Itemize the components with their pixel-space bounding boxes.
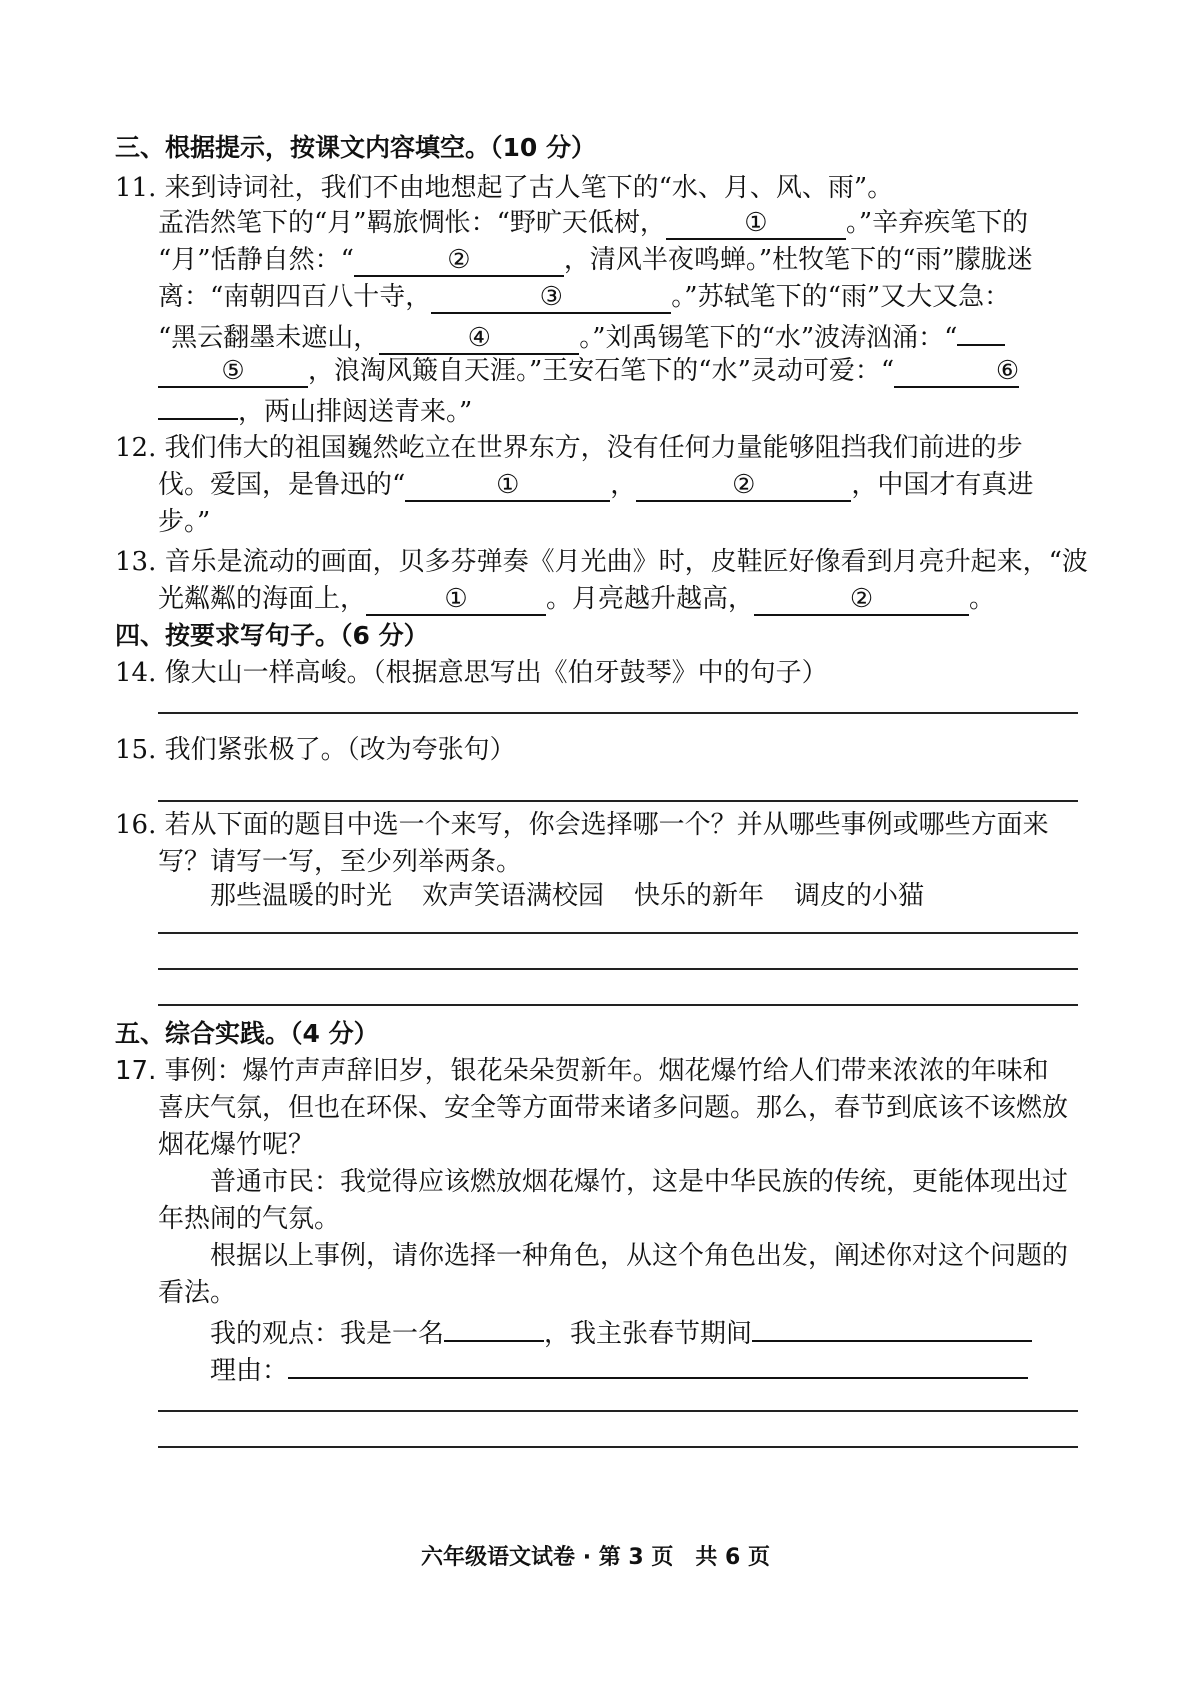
q13-blank-2[interactable]: ②	[754, 584, 969, 616]
q15-line-1: 15. 我们紧张极了。（改为夸张句）	[115, 735, 516, 765]
q16-answer-line-1[interactable]	[158, 932, 1078, 934]
q11-blank-6[interactable]: ⑥	[894, 356, 1019, 388]
q11-line-4: 离：“南朝四百八十寺， ③ 。”苏轼笔下的“雨”又大又急：	[158, 282, 1011, 312]
q17-line-1: 17. 事例：爆竹声声辞旧岁，银花朵朵贺新年。烟花爆竹给人们带来浓浓的年味和	[115, 1056, 1049, 1086]
q11-blank-6-end[interactable]	[158, 388, 238, 420]
q12-line-2: 伐。爱国，是鲁迅的“ ① ， ② ，中国才有真进	[158, 470, 1034, 500]
q17-role-blank[interactable]	[444, 1310, 544, 1342]
topic-2: 欢声笑语满校园	[422, 881, 605, 911]
q11-blank-2[interactable]: ②	[354, 245, 564, 277]
q11-blank-4[interactable]: ④	[379, 323, 579, 355]
section-5-title: 五、综合实践。（4 分）	[115, 1019, 379, 1048]
topic-3: 快乐的新年	[634, 881, 765, 911]
q11-line-2: 孟浩然笔下的“月”羁旅惆怅：“野旷天低树， ① 。”辛弃疾笔下的	[158, 208, 1029, 238]
q11-blank-5[interactable]: ⑤	[158, 356, 308, 388]
q17-opinion-blank[interactable]	[752, 1310, 1032, 1342]
page-footer: 六年级语文试卷 · 第 3 页 共 6 页	[421, 1545, 770, 1570]
q14-answer-line[interactable]	[158, 712, 1078, 714]
q11-blank-1[interactable]: ①	[666, 208, 846, 240]
q16-line-1: 16. 若从下面的题目中选一个来写，你会选择哪一个？并从哪些事例或哪些方面来	[115, 810, 1049, 840]
q11-line-7: ，两山排闼送青来。”	[158, 388, 472, 428]
q12-blank-2[interactable]: ②	[636, 470, 851, 502]
q11-line-5: “黑云翻墨未遮山， ④ 。”刘禹锡笔下的“水”波涛汹涌：“	[158, 314, 1005, 354]
q17-line-4: 普通市民：我觉得应该燃放烟花爆竹，这是中华民族的传统，更能体现出过	[210, 1167, 1069, 1197]
topic-1: 那些温暖的时光	[210, 881, 393, 911]
q16-answer-line-3[interactable]	[158, 1004, 1078, 1006]
q16-topics	[210, 876, 924, 916]
q11-blank-3[interactable]: ③	[431, 282, 671, 314]
q17-reason-blank[interactable]	[288, 1347, 1028, 1379]
q11-blank-5-start[interactable]	[957, 314, 1005, 346]
topic-4: 调皮的小猫	[794, 881, 925, 911]
q13-line-2: 光粼粼的海面上， ① 。月亮越升越高， ② 。	[158, 584, 996, 614]
q12-line-1: 12. 我们伟大的祖国巍然屹立在世界东方，没有任何力量能够阻挡我们前进的步	[115, 433, 1023, 463]
q17-line-2: 喜庆气氛，但也在环保、安全等方面带来诸多问题。那么，春节到底该不该燃放	[158, 1093, 1069, 1123]
q17-line-8: 我的观点：我是一名 ，我主张春节期间	[210, 1310, 1032, 1350]
q13-blank-1[interactable]: ①	[366, 584, 546, 616]
q15-answer-line[interactable]	[158, 800, 1078, 802]
q14-line-1: 14. 像大山一样高峻。（根据意思写出《伯牙鼓琴》中的句子）	[115, 658, 828, 688]
q17-line-9: 理由：	[210, 1347, 1028, 1387]
q16-line-2: 写？请写一写，至少列举两条。	[158, 847, 523, 877]
q17-answer-line-1[interactable]	[158, 1410, 1078, 1412]
q12-line-3: 步。”	[158, 507, 211, 537]
q12-blank-1[interactable]: ①	[405, 470, 610, 502]
q17-line-7: 看法。	[158, 1278, 237, 1308]
q17-line-6: 根据以上事例，请你选择一种角色，从这个角色出发，阐述你对这个问题的	[210, 1241, 1069, 1271]
q13-line-1: 13. 音乐是流动的画面，贝多芬弹奏《月光曲》时，皮鞋匠好像看到月亮升起来，“波	[115, 547, 1088, 577]
q17-answer-line-2[interactable]	[158, 1446, 1078, 1448]
q17-line-3: 烟花爆竹呢？	[158, 1130, 315, 1160]
q17-line-5: 年热闹的气氛。	[158, 1204, 341, 1234]
q11-line-3: “月”恬静自然：“ ② ，清风半夜鸣蝉。”杜牧笔下的“雨”朦胧迷	[158, 245, 1033, 275]
q11-line-6: ⑤ ，浪淘风簸自天涯。”王安石笔下的“水”灵动可爱：“ ⑥	[158, 351, 1019, 391]
q16-answer-line-2[interactable]	[158, 968, 1078, 970]
q11-line-1: 11. 来到诗词社，我们不由地想起了古人笔下的“水、月、风、雨”。	[115, 173, 894, 203]
section-4-title: 四、按要求写句子。（6 分）	[115, 621, 429, 650]
section-3-title: 三、根据提示，按课文内容填空。（10 分）	[115, 133, 596, 162]
